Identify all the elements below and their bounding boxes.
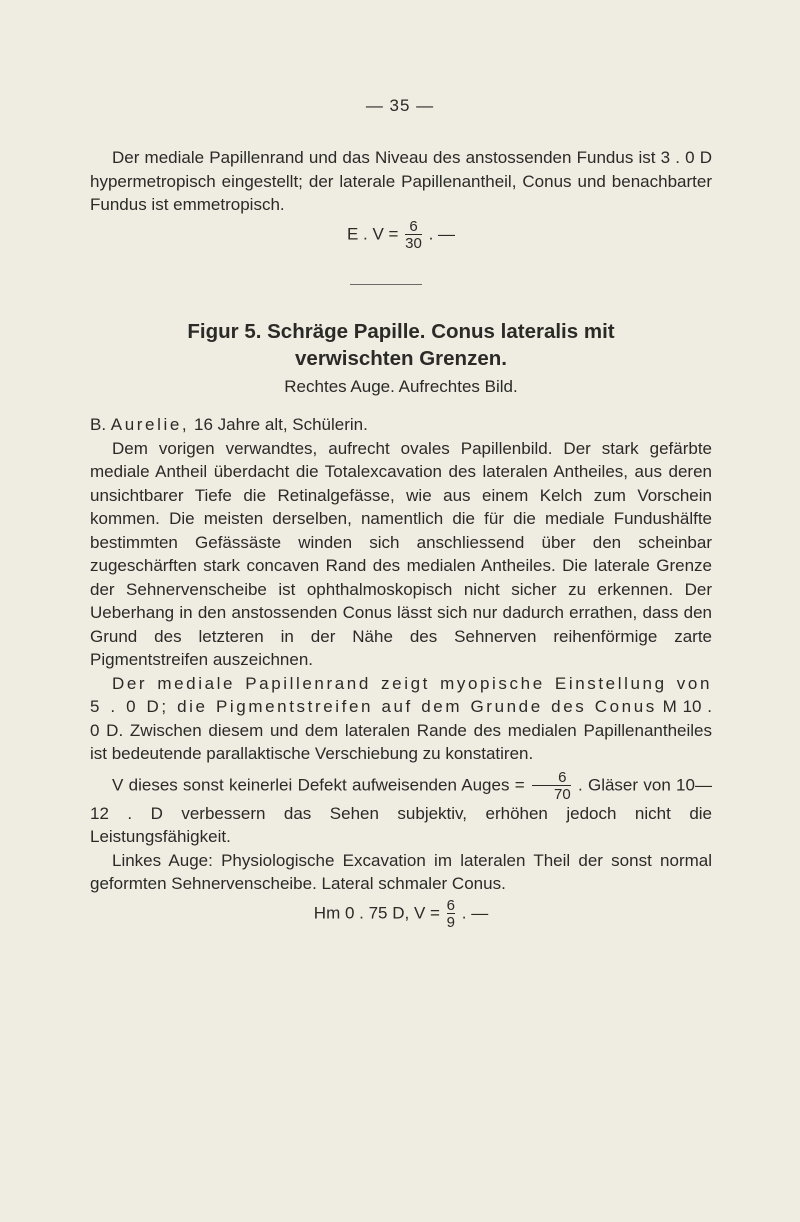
patient-line [90, 413, 712, 437]
intro-fraction-denominator: 30 [405, 234, 422, 252]
formula2-suffix: . — [461, 902, 489, 922]
intro-formula-prefix: E . V = [346, 223, 399, 243]
formula2-fraction-numerator: 6 [446, 896, 456, 914]
visus-suffix: . Gläser [577, 774, 639, 794]
intro-paragraph [90, 146, 712, 251]
patient-name: Aurelie, [110, 415, 190, 434]
visus-prefix: V dieses sonst keinerlei Defekt aufweisenden Auges = [112, 774, 525, 794]
figure-title [90, 318, 712, 372]
visus-text: von 10—12 . D verbessern das Sehen subjektiv, erhöhen jedoch nicht die Leistungsfähigkeit. [90, 774, 712, 846]
patient-prefix: B. [90, 415, 107, 434]
left-eye-formula [90, 898, 712, 930]
figure-title-line2: verwischten Grenzen. [295, 347, 507, 370]
intro-formula-suffix: . — [428, 223, 456, 243]
paragraph-left-eye: Linkes Auge: Physiologische Excavation im lateralen Theil der sonst normal geformten Sehnervenscheibe. Lateral schmaler Conus. [90, 850, 712, 893]
figure-title-line1: Figur 5. Schräge Papille. Conus lateralis mit [187, 320, 615, 343]
formula2-fraction [447, 898, 455, 930]
visus-fraction-numerator: 6 [558, 768, 567, 786]
paragraph-description: Dem vorigen verwandtes, aufrecht ovales Papillenbild. Der stark gefärbte mediale Antheil überdacht die Totalexcavation des lateralen Antheiles, aus deren unsichtbarer Tiefe die Retinalgefässe, wie aus einem Kelch zum Vorschein kommen. Die meisten derselben, namentlich die für die mediale Fundushälfte bestimmten Gefässäste winden sich anschliessend über den scheinbar zugeschärften stark concaven Rand des medialen Antheiles. Die laterale Grenze der Sehnervenscheibe ist ophthalmoskopisch nicht sicher zu erkennen. Der Ueberhang in den anstossenden Conus lässt sich nur dadurch errathen, dass den Grund des letzteren in der Nähe des Sehnerven reihenförmige zarte Pigmentstreifen auszeichnen. [90, 438, 712, 669]
formula2-prefix: Hm 0 . 75 D, V = [313, 902, 440, 922]
visus-fraction-denominator: 70 [532, 785, 571, 802]
findings-spaced-text: Der mediale Papillenrand zeigt myopische Einstellung von 5 . 0 D; die Pigmentstreifen auf dem Grunde des Conus [90, 673, 712, 716]
patient-details: 16 Jahre alt, Schülerin. [193, 415, 368, 434]
paragraph-findings [90, 672, 712, 766]
visus-fraction [532, 770, 571, 802]
section-divider [350, 284, 422, 285]
case-body [90, 413, 712, 930]
intro-text: Der mediale Papillenrand und das Niveau des anstossenden Fundus ist 3 . 0 D hypermetropisch eingestellt; der laterale Papillenantheil, Conus und benachbarter Fundus ist emmetropisch. [90, 148, 712, 214]
intro-fraction-numerator: 6 [409, 217, 418, 235]
findings-text: M 10 . 0 D. Zwischen diesem und dem lateralen Rande des medialen Papillenantheiles ist bedeutende parallaktische Verschiebung zu konstatiren. [90, 697, 712, 763]
figure-subtitle: Rechtes Auge. Aufrechtes Bild. [284, 377, 518, 396]
paragraph-visus [90, 770, 712, 849]
formula2-fraction-denominator: 9 [446, 913, 456, 931]
intro-formula [90, 219, 712, 251]
intro-fraction [405, 219, 422, 251]
page-number: — 35 — [365, 96, 435, 115]
